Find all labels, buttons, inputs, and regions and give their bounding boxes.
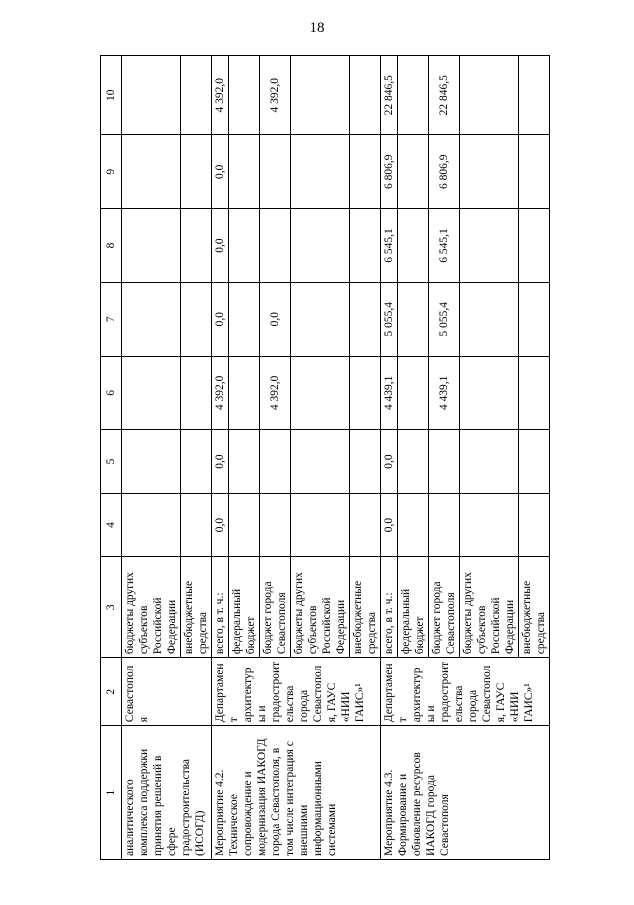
value-cell-c9 xyxy=(398,135,429,209)
table-body xyxy=(122,56,550,860)
executor-cell: Департамент архитектуры и градостроительства города Севастополя, ГАУС «НИИ ГАИС»¹ xyxy=(212,658,381,726)
value-cell-c9 xyxy=(519,135,550,209)
measure-name-cell: Мероприятие 4.3. Формирование и обновление ресурсов ИАКОГД города Севастополя xyxy=(381,726,550,860)
funding-source-cell: внебюджетные средства xyxy=(181,557,212,658)
column-header-6: 6 xyxy=(101,356,122,430)
value-cell-c6 xyxy=(291,356,350,430)
column-header-2: 2 xyxy=(101,658,122,726)
value-cell-c6 xyxy=(519,356,550,430)
value-cell-c8 xyxy=(181,209,212,283)
value-cell-c4: 0,0 xyxy=(212,493,229,557)
value-cell-c5 xyxy=(122,430,181,494)
value-cell-c8: 6 545,1 xyxy=(381,209,398,283)
funding-source-cell: бюджеты других субъектов Российской Федерации xyxy=(460,557,519,658)
measure-name-cell: аналитического комплекса поддержки принятия решений в сфере градостроительства (ИСОГД) xyxy=(122,726,212,860)
rotated-table-container xyxy=(100,55,560,860)
value-cell-c4 xyxy=(460,493,519,557)
value-cell-c9: 0,0 xyxy=(212,135,229,209)
value-cell-c9 xyxy=(229,135,260,209)
value-cell-c7: 5 055,4 xyxy=(429,282,460,356)
value-cell-c9: 6 806,9 xyxy=(381,135,398,209)
value-cell-c9 xyxy=(122,135,181,209)
value-cell-c10 xyxy=(398,56,429,135)
executor-cell: Департамент архитектуры и градостроительства города Севастополя, ГАУС «НИИ ГАИС»¹ xyxy=(381,658,550,726)
value-cell-c5 xyxy=(291,430,350,494)
value-cell-c7 xyxy=(350,282,381,356)
funding-source-cell: внебюджетные средства xyxy=(350,557,381,658)
value-cell-c9 xyxy=(460,135,519,209)
value-cell-c8 xyxy=(519,209,550,283)
value-cell-c6 xyxy=(460,356,519,430)
budget-table xyxy=(100,55,550,860)
value-cell-c8 xyxy=(229,209,260,283)
value-cell-c4 xyxy=(181,493,212,557)
value-cell-c4 xyxy=(350,493,381,557)
value-cell-c8 xyxy=(122,209,181,283)
value-cell-c10: 4 392,0 xyxy=(212,56,229,135)
table-row xyxy=(122,56,181,860)
value-cell-c7: 5 055,4 xyxy=(381,282,398,356)
value-cell-c8: 6 545,1 xyxy=(429,209,460,283)
column-header-8: 8 xyxy=(101,209,122,283)
value-cell-c5 xyxy=(398,430,429,494)
value-cell-c8 xyxy=(260,209,291,283)
value-cell-c6 xyxy=(229,356,260,430)
value-cell-c5 xyxy=(350,430,381,494)
value-cell-c7 xyxy=(181,282,212,356)
value-cell-c6 xyxy=(122,356,181,430)
value-cell-c6 xyxy=(398,356,429,430)
column-header-5: 5 xyxy=(101,430,122,494)
column-header-9: 9 xyxy=(101,135,122,209)
funding-source-cell: бюджет города Севастополя xyxy=(260,557,291,658)
value-cell-c9 xyxy=(260,135,291,209)
funding-source-cell: бюджеты других субъектов Российской Федерации xyxy=(291,557,350,658)
value-cell-c7 xyxy=(229,282,260,356)
value-cell-c10: 4 392,0 xyxy=(260,56,291,135)
value-cell-c6 xyxy=(181,356,212,430)
value-cell-c7 xyxy=(398,282,429,356)
page-number: 18 xyxy=(309,20,325,36)
value-cell-c10 xyxy=(181,56,212,135)
value-cell-c4 xyxy=(398,493,429,557)
value-cell-c9 xyxy=(291,135,350,209)
value-cell-c5 xyxy=(460,430,519,494)
value-cell-c4 xyxy=(229,493,260,557)
value-cell-c10: 22 846,5 xyxy=(429,56,460,135)
table-row xyxy=(212,56,229,860)
funding-source-cell: бюджет города Севастополя xyxy=(429,557,460,658)
value-cell-c9 xyxy=(181,135,212,209)
value-cell-c5 xyxy=(181,430,212,494)
column-header-7: 7 xyxy=(101,282,122,356)
value-cell-c4 xyxy=(260,493,291,557)
value-cell-c10 xyxy=(122,56,181,135)
column-header-4: 4 xyxy=(101,493,122,557)
value-cell-c10 xyxy=(519,56,550,135)
value-cell-c4: 0,0 xyxy=(381,493,398,557)
value-cell-c7 xyxy=(122,282,181,356)
funding-source-cell: федеральный бюджет xyxy=(398,557,429,658)
value-cell-c7 xyxy=(291,282,350,356)
measure-name-cell: Мероприятие 4.2. Техническое сопровождение и модернизация ИАКОГД города Севастополя, в том числе интеграция с внешними информационными системами xyxy=(212,726,381,860)
value-cell-c4 xyxy=(519,493,550,557)
value-cell-c7: 0,0 xyxy=(212,282,229,356)
value-cell-c8 xyxy=(460,209,519,283)
value-cell-c6: 4 439,1 xyxy=(429,356,460,430)
table-frame xyxy=(100,55,560,860)
value-cell-c10 xyxy=(229,56,260,135)
funding-source-cell: всего, в т. ч.: xyxy=(212,557,229,658)
value-cell-c5: 0,0 xyxy=(212,430,229,494)
value-cell-c8 xyxy=(291,209,350,283)
value-cell-c4 xyxy=(122,493,181,557)
value-cell-c5 xyxy=(519,430,550,494)
value-cell-c6: 4 392,0 xyxy=(212,356,229,430)
executor-cell: Севастополя xyxy=(122,658,212,726)
column-header-1: 1 xyxy=(101,726,122,860)
value-cell-c8: 0,0 xyxy=(212,209,229,283)
value-cell-c5 xyxy=(260,430,291,494)
value-cell-c4 xyxy=(291,493,350,557)
value-cell-c8 xyxy=(398,209,429,283)
value-cell-c8 xyxy=(350,209,381,283)
value-cell-c10 xyxy=(460,56,519,135)
funding-source-cell: бюджеты других субъектов Российской Федерации xyxy=(122,557,181,658)
value-cell-c5 xyxy=(429,430,460,494)
value-cell-c7: 0,0 xyxy=(260,282,291,356)
value-cell-c9: 6 806,9 xyxy=(429,135,460,209)
value-cell-c6: 4 392,0 xyxy=(260,356,291,430)
value-cell-c7 xyxy=(460,282,519,356)
value-cell-c5: 0,0 xyxy=(381,430,398,494)
column-header-10: 10 xyxy=(101,56,122,135)
column-header-3: 3 xyxy=(101,557,122,658)
value-cell-c9 xyxy=(350,135,381,209)
value-cell-c4 xyxy=(429,493,460,557)
funding-source-cell: федеральный бюджет xyxy=(229,557,260,658)
value-cell-c6: 4 439,1 xyxy=(381,356,398,430)
value-cell-c7 xyxy=(519,282,550,356)
value-cell-c10 xyxy=(291,56,350,135)
value-cell-c6 xyxy=(350,356,381,430)
table-header-row xyxy=(101,56,122,860)
value-cell-c10 xyxy=(350,56,381,135)
value-cell-c5 xyxy=(229,430,260,494)
value-cell-c10: 22 846,5 xyxy=(381,56,398,135)
table-row xyxy=(381,56,398,860)
funding-source-cell: внебюджетные средства xyxy=(519,557,550,658)
funding-source-cell: всего, в т. ч.: xyxy=(381,557,398,658)
